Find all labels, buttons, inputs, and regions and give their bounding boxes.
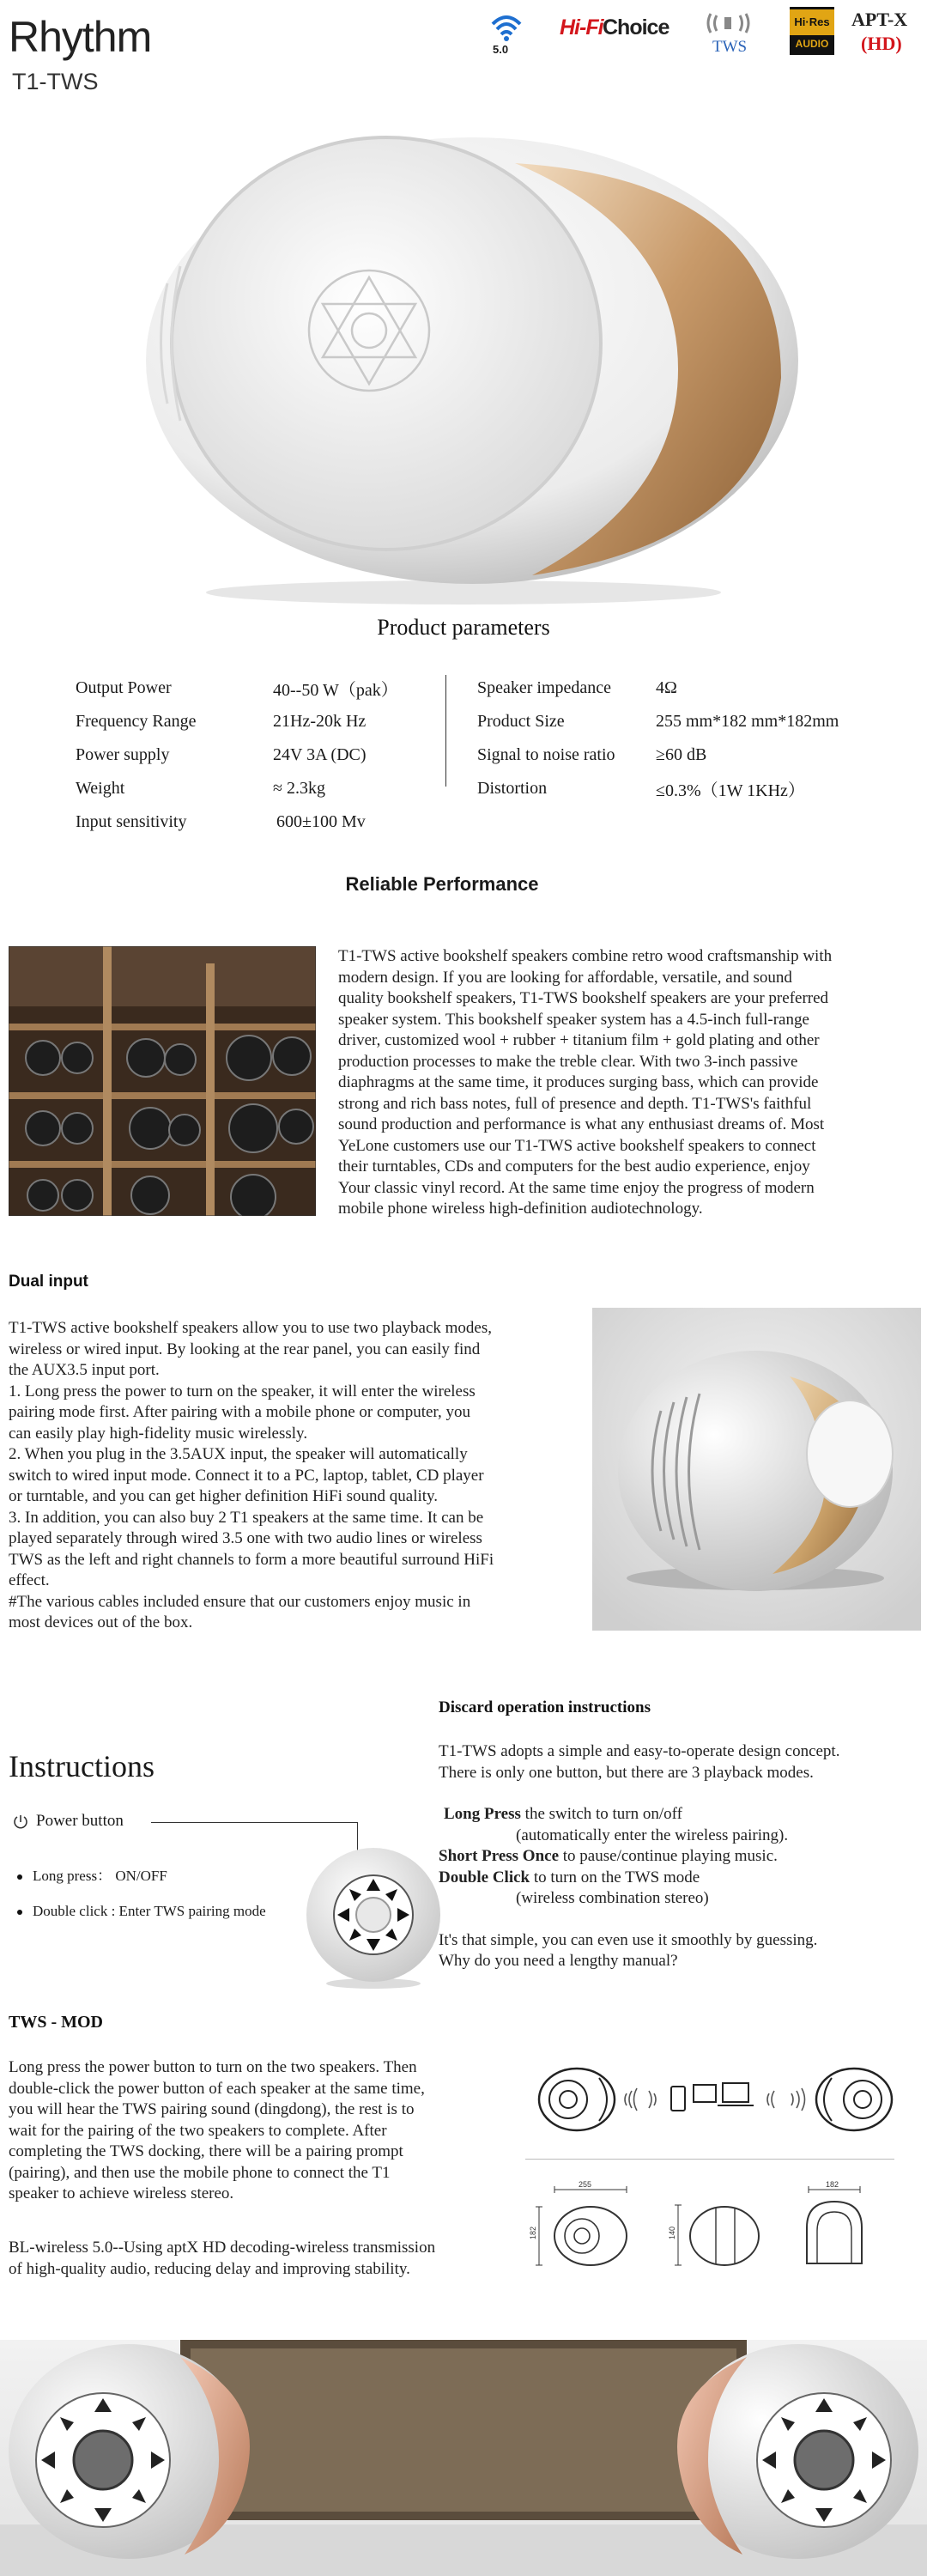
- table-row: Signal to noise ratio ≥60 dB: [477, 745, 707, 764]
- table-row: Weight ≈ 2.3kg: [76, 779, 325, 798]
- hero-speaker-image: [129, 129, 798, 610]
- table-row: Speaker impedance 4Ω: [477, 678, 677, 697]
- double-click-item: Double click : Enter TWS pairing mode: [17, 1903, 266, 1920]
- speaker-rings-icon: [706, 10, 757, 36]
- speaker-shelf-photo: [9, 946, 316, 1216]
- power-icon: [12, 1814, 29, 1831]
- laptop-icon: [723, 2083, 748, 2102]
- model-name: T1-TWS: [12, 69, 99, 94]
- table-row: Frequency Range 21Hz-20k Hz: [76, 712, 367, 731]
- long-press-item: Long press： ON/OFF: [17, 1863, 167, 1885]
- discard-body: T1-TWS adopts a simple and easy-to-operate design concept. There is only one button, but there are 3 playback modes. Long Press the switch to turn on/off (automatically enter the wireless pairing). Short Press Once to pause/continue playing music. Double Click to turn on the TWS mode (wireless combination stereo) It's that simple, you can even use it smoothly by guessing. Why do you need a lengthy manual?: [439, 1742, 840, 1970]
- table-row: Input sensitivity 600±100 Mv: [76, 812, 366, 831]
- bullet-icon: [17, 1910, 22, 1915]
- hifi-logo-part1: Hi-Fi: [560, 15, 603, 39]
- bullet-icon: [17, 1874, 22, 1880]
- table-row: Product Size 255 mm*182 mm*182mm: [477, 712, 839, 731]
- dual-input-body: T1-TWS active bookshelf speakers allow you to use two playback modes, wireless or wired input. By looking at the rear panel, you can easily find the AUX3.5 input port. 1. Long press the power to turn on the speaker, it will enter the wireless pairing mode first. After pairing with a mobile phone or computer, you can easily play high-fidelity music wirelessly. 2. When you plug in the 3.5AUX input, the speaker will automatically switch to wired input mode. Connect it to a PC, laptop, tablet, CD player or turntable, and you can get higher definition HiFi sound quality. 3. In addition, you can also buy 2 T1 speakers at the same time. It can be played separately through wired 3.5 one with two audio lines or wireless TWS as the left and right channels to form a more beautiful surround HiFi effect. #The various cables included ensure that our customers enjoy music in most devices out of the box.: [9, 1319, 494, 1631]
- aptx-logo: APT-X: [851, 9, 908, 30]
- bluetooth-version: 5.0: [493, 43, 509, 56]
- bottom-speaker-pair-photo: [0, 2340, 927, 2576]
- reliable-title: Reliable Performance: [345, 873, 539, 895]
- parameters-divider: [445, 675, 446, 787]
- speaker-front-icon: [305, 1838, 442, 1992]
- bl-wireless-body: BL-wireless 5.0--Using aptX HD decoding-wireless transmission of high-quality audio, reducing delay and improving stability.: [9, 2239, 436, 2278]
- left-speaker-icon: [539, 2069, 615, 2130]
- badge-row: [481, 7, 923, 62]
- aptx-hd-label: (HD): [861, 33, 902, 54]
- tws-mod-title: TWS - MOD: [9, 2013, 103, 2032]
- instructions-title: Instructions: [9, 1749, 154, 1783]
- parameters-right-table: [477, 671, 839, 805]
- callout-line: [151, 1822, 357, 1823]
- parameters-left-table: [76, 671, 398, 839]
- tws-mod-body: Long press the power button to turn on the two speakers. Then double-click the power button of each speaker at the same time, you will hear the TWS pairing sound (dingdong), the rest is to wait for the pairing of the two speakers to complete. After completing the TWS docking, there will be a pairing prompt (pairing), and then use the mobile phone to connect the T1 speaker to achieve wireless stereo.: [9, 2058, 425, 2202]
- brand-name: Rhythm: [9, 13, 152, 61]
- dimension-drawings: [525, 2179, 903, 2274]
- table-row: Power supply 24V 3A (DC): [76, 745, 367, 764]
- tws-pairing-diagram: [532, 2061, 901, 2138]
- power-button-label: Power button: [36, 1812, 124, 1830]
- discard-title: Discard operation instructions: [439, 1698, 651, 1716]
- dim-depth-label: 140: [668, 2226, 676, 2239]
- reliable-body: T1-TWS active bookshelf speakers combine retro wood craftsmanship with modern design. If you are looking for affordable, versatile, and sound quality bookshelf speakers, T1-TWS bookshelf speakers are your preferred speaker system. This bookshelf speaker system has a 4.5-inch full-range driver, customized wool + rubber + titanium film + gold plating and other production processes to make the treble clear. With two 3-inch passive diaphragms at the same time, it produces surging bass, which can provide strong and rich bass notes, full of presence and depth. T1-TWS's faithful sound production and performance is what any enthusiast dreams of. Most YeLone customers use our T1-TWS active bookshelf speakers to connect their turntables, CDs and computers for the best audio experience, enjoy Your classic vinyl record. At the same time enjoy the progress of modern mobile phone wireless high-definition audiotechnology.: [338, 947, 833, 1218]
- tws-badge: TWS: [712, 38, 748, 56]
- dim-width-label: 255: [579, 2180, 592, 2189]
- hifi-logo-part2: Choice: [603, 15, 670, 39]
- hires-badge: Hi·Res AUDIO: [790, 7, 834, 55]
- phone-icon: [671, 2087, 685, 2111]
- parameters-title: Product parameters: [377, 615, 550, 640]
- dim-side-label: 182: [826, 2180, 839, 2189]
- table-row: Distortion ≤0.3%（1W 1KHz）: [477, 779, 805, 800]
- dim-height-label: 182: [529, 2226, 537, 2239]
- speaker-side-photo: [592, 1308, 921, 1631]
- dual-input-title: Dual input: [9, 1273, 88, 1291]
- tablet-icon: [694, 2085, 716, 2102]
- right-speaker-icon: [816, 2069, 892, 2130]
- diagram-divider: [525, 2159, 894, 2160]
- table-row: Output Power 40--50 W（pak）: [76, 678, 398, 700]
